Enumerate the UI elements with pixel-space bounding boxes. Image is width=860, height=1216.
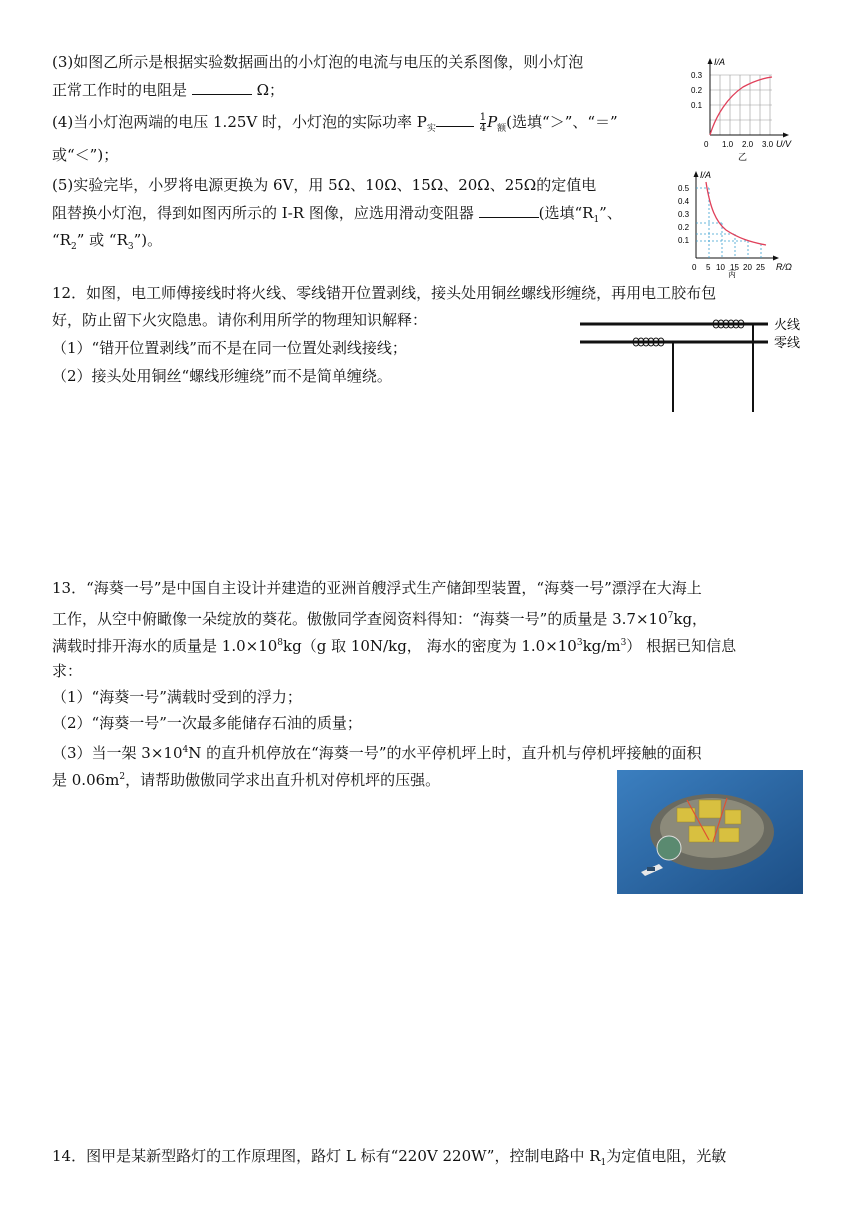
y-axis-label: I/A	[700, 170, 712, 180]
neutral-wire-label: 零线	[774, 335, 801, 350]
text: 为定值电阻，光敏	[606, 1147, 727, 1165]
fraction-numerator: 1	[479, 111, 487, 123]
superscript: 7	[667, 611, 674, 621]
y-tick: 0.2	[691, 86, 703, 95]
fire-wire-label: 火线	[774, 317, 801, 332]
x-tick: 3.0	[762, 140, 774, 149]
graph-yi	[688, 55, 808, 165]
q11-part3-unit: Ω；	[256, 81, 285, 99]
subscript: 1	[600, 1158, 607, 1168]
superscript: 2	[119, 772, 126, 782]
text: kg，	[673, 610, 708, 628]
q11-part3-text: 正常工作时的电阻是	[52, 81, 188, 99]
y-tick: 0.1	[678, 236, 690, 245]
q13-part1: （1）“海葵一号”满载时受到的浮力；	[52, 688, 302, 706]
q12-line1: 12．如图，电工师傅接线时将火线、零线错开位置剥线，接头处用铜丝螺线形缠绕，再用电工胶布包	[52, 284, 717, 302]
y-axis-label: I/A	[714, 57, 726, 67]
text: ”)。	[133, 231, 163, 249]
text: ） 根据已知信息	[626, 637, 737, 655]
subscript: 2	[70, 242, 77, 252]
graph-bing	[676, 168, 806, 278]
q13-line1: 13．“海葵一号”是中国自主设计并建造的亚洲首艘浮式生产储卸型装置，“海葵一号”漂浮在大海上	[52, 579, 702, 597]
wiring-diagram	[578, 312, 810, 416]
superscript: 3	[620, 638, 627, 648]
text: kg（g 取 10N/kg， 海水的密度为 1.0×10	[283, 637, 577, 655]
q11-part5-sep: ”、	[599, 204, 622, 222]
text: ，请帮助傲傲同学求出直升机对停机坪的压强。	[125, 771, 441, 789]
x-tick: 1.0	[722, 140, 734, 149]
answer-blank[interactable]	[192, 80, 252, 95]
q11-part5-line2	[52, 203, 622, 230]
x-tick: 2.0	[742, 140, 754, 149]
iu-curve	[710, 77, 772, 135]
x-axis-label: R/Ω	[776, 262, 792, 272]
q11-part3-line2	[52, 80, 284, 100]
q11-part5-choice: (选填“R	[538, 204, 594, 222]
subscript: 1	[593, 215, 600, 225]
q11-part5-text: 阻替换小灯泡，得到如图丙所示的 I-R 图像，应选用滑动变阻器	[52, 204, 474, 222]
q14-line1	[52, 1146, 726, 1173]
text: 工作，从空中俯瞰像一朵绽放的葵花。傲傲同学查阅资料得知：“海葵一号”的质量是 3.7×10	[52, 610, 668, 628]
superscript: 8	[277, 638, 284, 648]
answer-blank[interactable]	[436, 112, 474, 127]
q13-part2: （2）“海葵一号”一次最多能储存石油的质量；	[52, 714, 362, 732]
q11-part4-text: (4)当小灯泡两端的电压 1.25V 时，小灯泡的实际功率 P	[52, 113, 427, 131]
graph-caption: 丙	[728, 270, 736, 278]
q11-part3-line1: (3)如图乙所示是根据实验数据画出的小灯泡的电流与电压的关系图像，则小灯泡	[52, 53, 584, 71]
y-tick: 0.4	[678, 197, 690, 206]
superscript: 4	[182, 745, 189, 755]
subscript: 额	[497, 124, 507, 134]
x-tick: 0	[704, 140, 709, 149]
ir-curve	[706, 182, 766, 245]
power-symbol: P	[487, 113, 498, 131]
answer-blank[interactable]	[479, 203, 539, 218]
offshore-platform-photo	[617, 770, 803, 894]
q11-part4-line1	[52, 112, 618, 139]
q13-line3	[52, 633, 736, 656]
fraction-denominator: 4	[479, 122, 487, 134]
y-tick: 0.5	[678, 184, 690, 193]
x-tick: 25	[756, 263, 765, 272]
q13-part3-line1	[52, 740, 701, 763]
q12-line2: 好，防止留下火灾隐患。请你利用所学的物理知识解释：	[52, 311, 428, 329]
x-tick: 20	[743, 263, 752, 272]
x-tick: 15	[730, 263, 739, 272]
x-axis-label: U/V	[776, 139, 792, 149]
superscript: 3	[576, 638, 583, 648]
fraction	[480, 113, 486, 134]
q11-part5-line1: (5)实验完毕，小罗将电源更换为 6V，用 5Ω、10Ω、15Ω、20Ω、25Ω的定值电	[52, 176, 597, 194]
text: 满载时排开海水的质量是 1.0×10	[52, 637, 278, 655]
subscript: 3	[127, 242, 134, 252]
text: 14．图甲是某新型路灯的工作原理图，路灯 L 标有“220V 220W”，控制电路中 R	[52, 1147, 601, 1165]
q13-line2	[52, 606, 707, 629]
y-tick: 0.3	[678, 210, 690, 219]
x-tick: 10	[716, 263, 725, 272]
q13-part3-line2	[52, 767, 440, 790]
text: N 的直升机停放在“海葵一号”的水平停机坪上时，直升机与停机坪接触的面积	[188, 744, 702, 762]
x-tick: 0	[692, 263, 697, 272]
text: “R	[52, 231, 71, 249]
x-tick: 5	[706, 263, 711, 272]
q11-part4-line2: 或“＜”)；	[52, 146, 119, 164]
graph-caption: 乙	[738, 152, 748, 162]
q12-part1: （1）“错开位置剥线”而不是在同一位置处剥线接线；	[52, 339, 407, 357]
y-tick: 0.2	[678, 223, 690, 232]
q11-part4-choice: (选填“＞”、“＝”	[506, 113, 618, 131]
y-tick: 0.1	[691, 101, 703, 110]
text: 是 0.06m	[52, 771, 120, 789]
subscript: 实	[426, 124, 436, 134]
coil-neutral	[633, 338, 664, 346]
q13-line4: 求：	[52, 662, 83, 680]
text: （3）当一架 3×10	[52, 744, 183, 762]
q12-part2: （2）接头处用铜丝“螺线形缠绕”而不是简单缠绕。	[52, 367, 392, 385]
text: kg/m	[582, 637, 621, 655]
coil-fire	[713, 320, 744, 328]
y-tick: 0.3	[691, 71, 703, 80]
q11-part5-line3	[52, 230, 162, 257]
text: ” 或 “R	[76, 231, 128, 249]
